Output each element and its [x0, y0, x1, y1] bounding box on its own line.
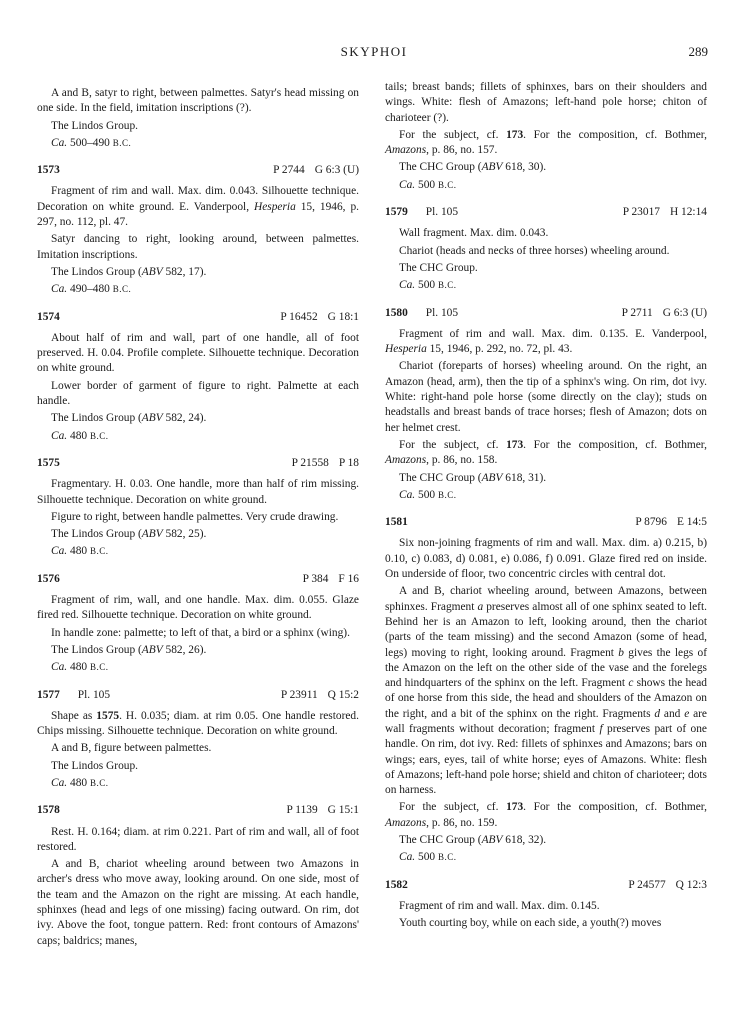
- entry-heading: [37, 310, 359, 325]
- right-column: [385, 80, 707, 934]
- description: Fragment of rim and wall. Max. dim. 0.145.: [399, 899, 600, 912]
- description: About half of rim and wall, part of one handle, all of foot preserved. H. 0.04. Profile complete. Silhouette technique. Decoration on white ground.: [37, 331, 359, 375]
- running-title: SKYPHOI: [340, 44, 408, 59]
- inventory-ref: P 8796 E 14:5: [635, 516, 707, 529]
- entry-heading: [385, 205, 707, 220]
- decoration: Youth courting boy, while on each side, a youth(?) moves: [399, 917, 662, 930]
- description: Fragmentary. H. 0.03. One handle, more than half of rim missing. Silhouette technique. Decoration on white ground.: [37, 478, 359, 506]
- decoration: Satyr dancing to right, looking around, between palmettes. Imitation inscriptions.: [37, 233, 359, 261]
- entry-1578: [37, 803, 359, 949]
- attribution: The Lindos Group (ABV 582, 17).: [51, 265, 207, 278]
- catalogue-number: 1575: [37, 456, 60, 469]
- decoration: In handle zone: palmette; to left of that, a bird or a sphinx (wing).: [51, 626, 350, 639]
- description: Fragment of rim, wall, and one handle. Max. dim. 0.055. Glaze fired red. Silhouette technique. Decoration on white ground.: [37, 594, 359, 622]
- entry-heading: [37, 572, 359, 587]
- entry-heading: [385, 515, 707, 530]
- attribution: The CHC Group (ABV 618, 30).: [399, 161, 547, 174]
- decoration: Figure to right, between handle palmettes. Very crude drawing.: [51, 510, 339, 523]
- inventory-ref: P 16452 G 18:1: [280, 310, 359, 323]
- entry-1582: [385, 878, 707, 932]
- entry-heading: [385, 878, 707, 893]
- attribution: The CHC Group (ABV 618, 31).: [399, 471, 547, 484]
- attribution: The CHC Group.: [399, 261, 478, 274]
- comparison: For the subject, cf. 173. For the composition, cf. Bothmer, Amazons, p. 86, no. 157.: [385, 128, 707, 157]
- catalogue-number: 1579: [385, 206, 408, 219]
- entry-1576: [37, 572, 359, 676]
- description: Rest. H. 0.164; diam. at rim 0.221. Part of rim and wall, all of foot restored.: [37, 825, 359, 853]
- description: Six non-joining fragments of rim and wall. Max. dim. a) 0.215, b) 0.10, c) 0.083, d) 0.081, e) 0.086, f) 0.091. Glaze fired red on inside. On underside of floor, two concentric circles with central dot.: [385, 537, 707, 581]
- date: Ca. 500 B.C.: [399, 488, 457, 501]
- page-header: [40, 44, 708, 64]
- entry-1574: [37, 310, 359, 444]
- inventory-ref: P 23017 H 12:14: [622, 206, 707, 219]
- plate-ref: Pl. 105: [77, 688, 111, 701]
- catalogue-number: 1574: [37, 310, 60, 323]
- attribution: The Lindos Group.: [51, 119, 138, 132]
- date: Ca. 500 B.C.: [399, 178, 457, 191]
- entry-heading: [37, 803, 359, 818]
- description: Fragment of rim and wall. Max. dim. 0.043. Silhouette technique. Decoration on white ground. E. Vanderpool, Hesperia 15, 1946, p. 297, no. 112, pl. 47.: [37, 185, 359, 229]
- inventory-ref: P 24577 Q 12:3: [628, 878, 707, 891]
- decoration: A and B, chariot wheeling around between two Amazons in archer's dress who move away, looking around. On one side, most of the team and the Amazon on the right are missing. At each handle, sphinxes (head and legs of one missing) facing outward. On rim, dot ivy. Above the foot, tongue pattern. Red: front contours of Amazons' caps; baldrics; manes,: [37, 858, 359, 947]
- entry-heading: [37, 688, 359, 703]
- entry-heading: [385, 306, 707, 321]
- plate-ref: Pl. 105: [425, 206, 459, 219]
- inventory-ref: P 384 F 16: [302, 572, 359, 585]
- description: A and B, satyr to right, between palmettes. Satyr's head missing on one side. In the field, imitation inscriptions (?).: [37, 87, 359, 115]
- left-column: [37, 80, 359, 951]
- catalogue-number: 1580: [385, 306, 408, 319]
- date: Ca. 500 B.C.: [399, 851, 457, 864]
- date: Ca. 480 B.C.: [51, 429, 109, 442]
- inventory-ref: P 2711 G 6:3 (U): [621, 306, 707, 319]
- date: Ca. 480 B.C.: [51, 545, 109, 558]
- decoration: Chariot (foreparts of horses) wheeling around. On the right, an Amazon (head, arm), then the tip of a sphinx's wing. On rim, dot ivy. White: right-hand pole horse (some directly on the clay); studs on headstalls and breast bands of trace horses; flesh of Amazon; dots on her helmet crest.: [385, 360, 707, 434]
- description: Shape as 1575. H. 0.035; diam. at rim 0.05. One handle restored. Chips missing. Silhouette technique. Decoration on white ground.: [37, 709, 359, 738]
- inventory-ref: P 2744 G 6:3 (U): [273, 164, 359, 177]
- date: Ca. 490–480 B.C.: [51, 283, 132, 296]
- description: Fragment of rim and wall. Max. dim. 0.135. E. Vanderpool, Hesperia 15, 1946, p. 292, no. 72, pl. 43.: [385, 327, 707, 356]
- decoration: Lower border of garment of figure to right. Palmette at each handle.: [37, 379, 359, 408]
- entry-1573: [37, 163, 359, 297]
- catalogue-number: 1573: [37, 164, 60, 177]
- entry-1579: [385, 205, 707, 293]
- entry-1580: [385, 306, 707, 504]
- entry-heading: [37, 456, 359, 471]
- plate-ref: Pl. 105: [425, 306, 459, 319]
- inventory-ref: P 1139 G 15:1: [286, 804, 359, 817]
- attribution: The Lindos Group (ABV 582, 25).: [51, 528, 207, 541]
- date: Ca. 500 B.C.: [399, 279, 457, 292]
- catalogue-number: 1578: [37, 804, 60, 817]
- entry-1577: [37, 688, 359, 792]
- comparison: For the subject, cf. 173. For the composition, cf. Bothmer, Amazons, p. 86, no. 158.: [385, 438, 707, 467]
- description: Wall fragment. Max. dim. 0.043.: [399, 227, 549, 240]
- date: Ca. 500–490 B.C.: [51, 136, 132, 149]
- entry-1578-continued: [385, 80, 707, 193]
- catalogue-number: 1577: [37, 688, 60, 701]
- catalogue-number: 1582: [385, 878, 408, 891]
- page-number: 289: [688, 44, 708, 59]
- attribution: The Lindos Group.: [51, 759, 138, 772]
- attribution: The Lindos Group (ABV 582, 26).: [51, 643, 207, 656]
- decoration-continued: tails; breast bands; fillets of sphinxes, bars on their shoulders and wings. White: flesh of Amazons; left-hand pole horse; chiton of charioteer (?).: [385, 81, 707, 124]
- entry-1581: [385, 515, 707, 866]
- inventory-ref: P 23911 Q 15:2: [280, 688, 359, 701]
- entry-1575: [37, 456, 359, 560]
- attribution: The CHC Group (ABV 618, 32).: [399, 834, 547, 847]
- catalogue-number: 1581: [385, 516, 408, 529]
- date: Ca. 480 B.C.: [51, 776, 109, 789]
- comparison: For the subject, cf. 173. For the composition, cf. Bothmer, Amazons, p. 86, no. 159.: [385, 801, 707, 829]
- decoration: Chariot (heads and necks of three horses) wheeling around.: [399, 244, 670, 257]
- entry-continuation-top: [37, 86, 359, 151]
- date: Ca. 480 B.C.: [51, 661, 109, 674]
- decoration: A and B, figure between palmettes.: [51, 742, 212, 755]
- attribution: The Lindos Group (ABV 582, 24).: [51, 412, 207, 425]
- decoration: A and B, chariot wheeling around, between Amazons, between sphinxes. Fragment a preserves almost all of one sphinx seated to left. Behind her is an Amazon to left, looking around, then the chariot (parts of the team missing) and the second Amazon (some of head, legs) moving to right, looking around. Fragment b gives the legs of the Amazon on the left on the other side of the vase and the forelegs and hindquarters of the sphinx on the left. Fragment c shows the head of one horse from this side, the head and shoulders of the Amazon on the right, and a bit of the sphinx on the right. Fragments d and e are wall fragments without decoration; fragment f preserves part of one handle. On rim, dot ivy. Red: fillets of sphinxes and Amazons; bars on wings; ears, eyes, tail of white horse; eyes of Amazons. White: flesh of Amazons; left-hand pole horse; shield and chiton of charioteer; dots on harness.: [385, 585, 707, 797]
- inventory-ref: P 21558 P 18: [291, 456, 359, 469]
- entry-heading: [37, 163, 359, 178]
- catalogue-number: 1576: [37, 572, 60, 585]
